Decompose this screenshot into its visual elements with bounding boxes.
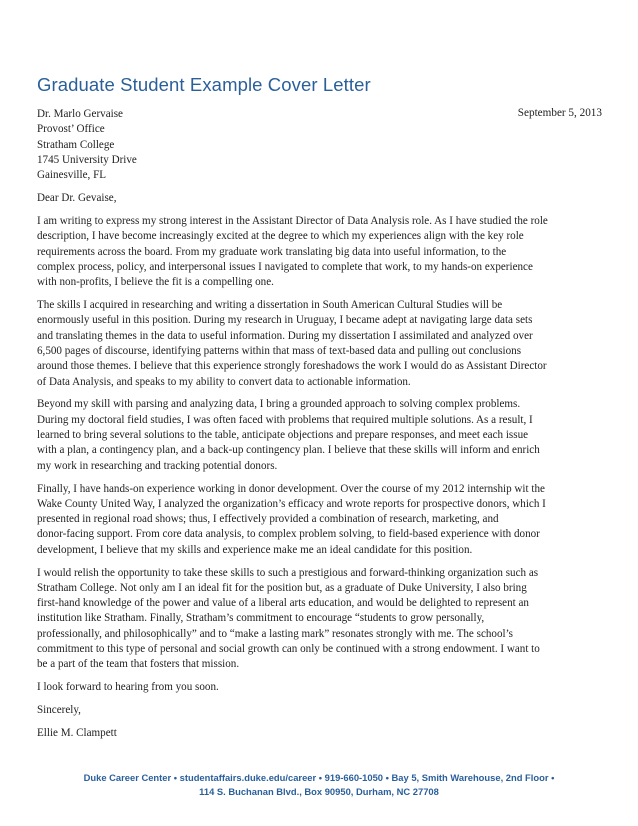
address-line: 1745 University Drive xyxy=(37,153,137,166)
page-title: Graduate Student Example Cover Letter xyxy=(37,74,371,95)
paragraph-line: presented in regional road shows; thus, I effectively provided a combination of research, marketing, and xyxy=(37,513,499,526)
address-line: Provost’ Office xyxy=(37,123,105,136)
paragraph-6 xyxy=(37,680,605,695)
paragraph-line: institution like Stratham. Finally, Stratham’s commitment to encourage “students to grow personally, xyxy=(37,612,485,625)
paragraph-line: description, I have become increasingly excited at the degree to which my experiences align with the key role xyxy=(37,230,524,243)
letter-date: September 5, 2013 xyxy=(517,107,602,119)
paragraph-line: requirements across the board. From my graduate work translating big data into useful information, to the xyxy=(37,245,507,258)
paragraph-line: be a part of the team that fosters that mission. xyxy=(37,658,240,671)
address-line: Stratham College xyxy=(37,138,115,151)
paragraph-line: 6,500 pages of discourse, identifying patterns within that mass of text-based data and pulling out conclusions xyxy=(37,344,522,357)
footer-line-1: Duke Career Center • studentaffairs.duke.edu/career • 919-660-1050 • Bay 5, Smith Warehouse, 2nd Floor • xyxy=(83,772,555,783)
paragraph-line: Stratham College. Not only am I an ideal fit for the position but, as a graduate of Duke University, I also bring xyxy=(37,581,527,594)
paragraph-line: The skills I acquired in researching and writing a dissertation in South American Cultural Studies will be xyxy=(37,299,503,312)
paragraph-line: learned to bring several solutions to the table, anticipate objections and prepare responses, and meet each issue xyxy=(37,429,529,442)
paragraph-line: Finally, I have hands-on experience working in donor development. Over the course of my 2012 internship wit the xyxy=(37,482,545,495)
paragraph-line: Wake County United Way, I analyzed the organization’s efficacy and wrote reports for prospective donors, which I xyxy=(37,497,546,510)
recipient-address xyxy=(37,107,605,183)
address-line: Gainesville, FL xyxy=(37,169,107,182)
closing xyxy=(37,703,605,718)
paragraph-5 xyxy=(37,566,605,673)
paragraph-line: with a plan, a contingency plan, and a back-up contingency plan. I believe that these skills will inform and enrich xyxy=(37,444,540,457)
page-footer xyxy=(0,771,638,799)
salutation xyxy=(37,191,605,206)
paragraph-line: development, I believe that my skills and experience make me an ideal candidate for this position. xyxy=(37,543,473,556)
paragraph-2 xyxy=(37,298,605,390)
paragraph-line: of Data Analysis, and speaks to my ability to convert data to actionable information. xyxy=(37,375,411,388)
paragraph-3 xyxy=(37,397,605,473)
signature-name: Ellie M. Clampett xyxy=(37,727,117,740)
footer-line-2: 114 S. Buchanan Blvd., Box 90950, Durham, NC 27708 xyxy=(199,786,439,797)
paragraph-line: complex process, policy, and interpersonal issues I navigated to complete that work, to my hands-on experience xyxy=(37,260,533,273)
letter-body xyxy=(37,107,605,749)
paragraph-1 xyxy=(37,214,605,290)
address-line: Dr. Marlo Gervaise xyxy=(37,108,123,120)
paragraph-line: Beyond my skill with parsing and analyzing data, I bring a grounded approach to solving complex problems. xyxy=(37,398,521,411)
signature xyxy=(37,726,605,741)
paragraph-line: commitment to this type of personal and social growth can only be continued with a strong endowment. I want to xyxy=(37,643,540,656)
paragraph-line: I would relish the opportunity to take these skills to such a prestigious and forward-thinking organization such as xyxy=(37,566,539,579)
paragraph-line: and translating themes in the data to useful information. During my dissertation I assimilated and analyzed over xyxy=(37,329,533,342)
paragraph-line: I am writing to express my strong interest in the Assistant Director of Data Analysis role. As I have studied the role xyxy=(37,214,548,227)
salutation-text: Dear Dr. Gevaise, xyxy=(37,192,117,205)
paragraph-line: first-hand knowledge of the power and value of a liberal arts education, and would be delighted to represent an xyxy=(37,597,529,610)
paragraph-line: professionally, and philosophically” and to “make a lasting mark” resonates strongly with me. The school’s xyxy=(37,627,513,640)
paragraph-line: enormously useful in this position. During my research in Uruguay, I became adept at navigating large data sets xyxy=(37,314,533,327)
paragraph-line: donor-facing support. From core data analysis, to complex problem solving, to field-based experience with donor xyxy=(37,528,540,541)
paragraph-line: I look forward to hearing from you soon. xyxy=(37,681,219,694)
paragraph-line: During my doctoral field studies, I was often faced with problems that required multiple solutions. As a result, I xyxy=(37,413,533,426)
paragraph-line: my work in researching and tracking potential donors. xyxy=(37,459,278,472)
closing-text: Sincerely, xyxy=(37,704,81,717)
paragraph-line: around those themes. I believe that this experience strongly foreshadows the work I would do as Assistant Director xyxy=(37,360,547,373)
paragraph-4 xyxy=(37,482,605,558)
paragraph-line: with non-profits, I believe the fit is a compelling one. xyxy=(37,276,274,289)
